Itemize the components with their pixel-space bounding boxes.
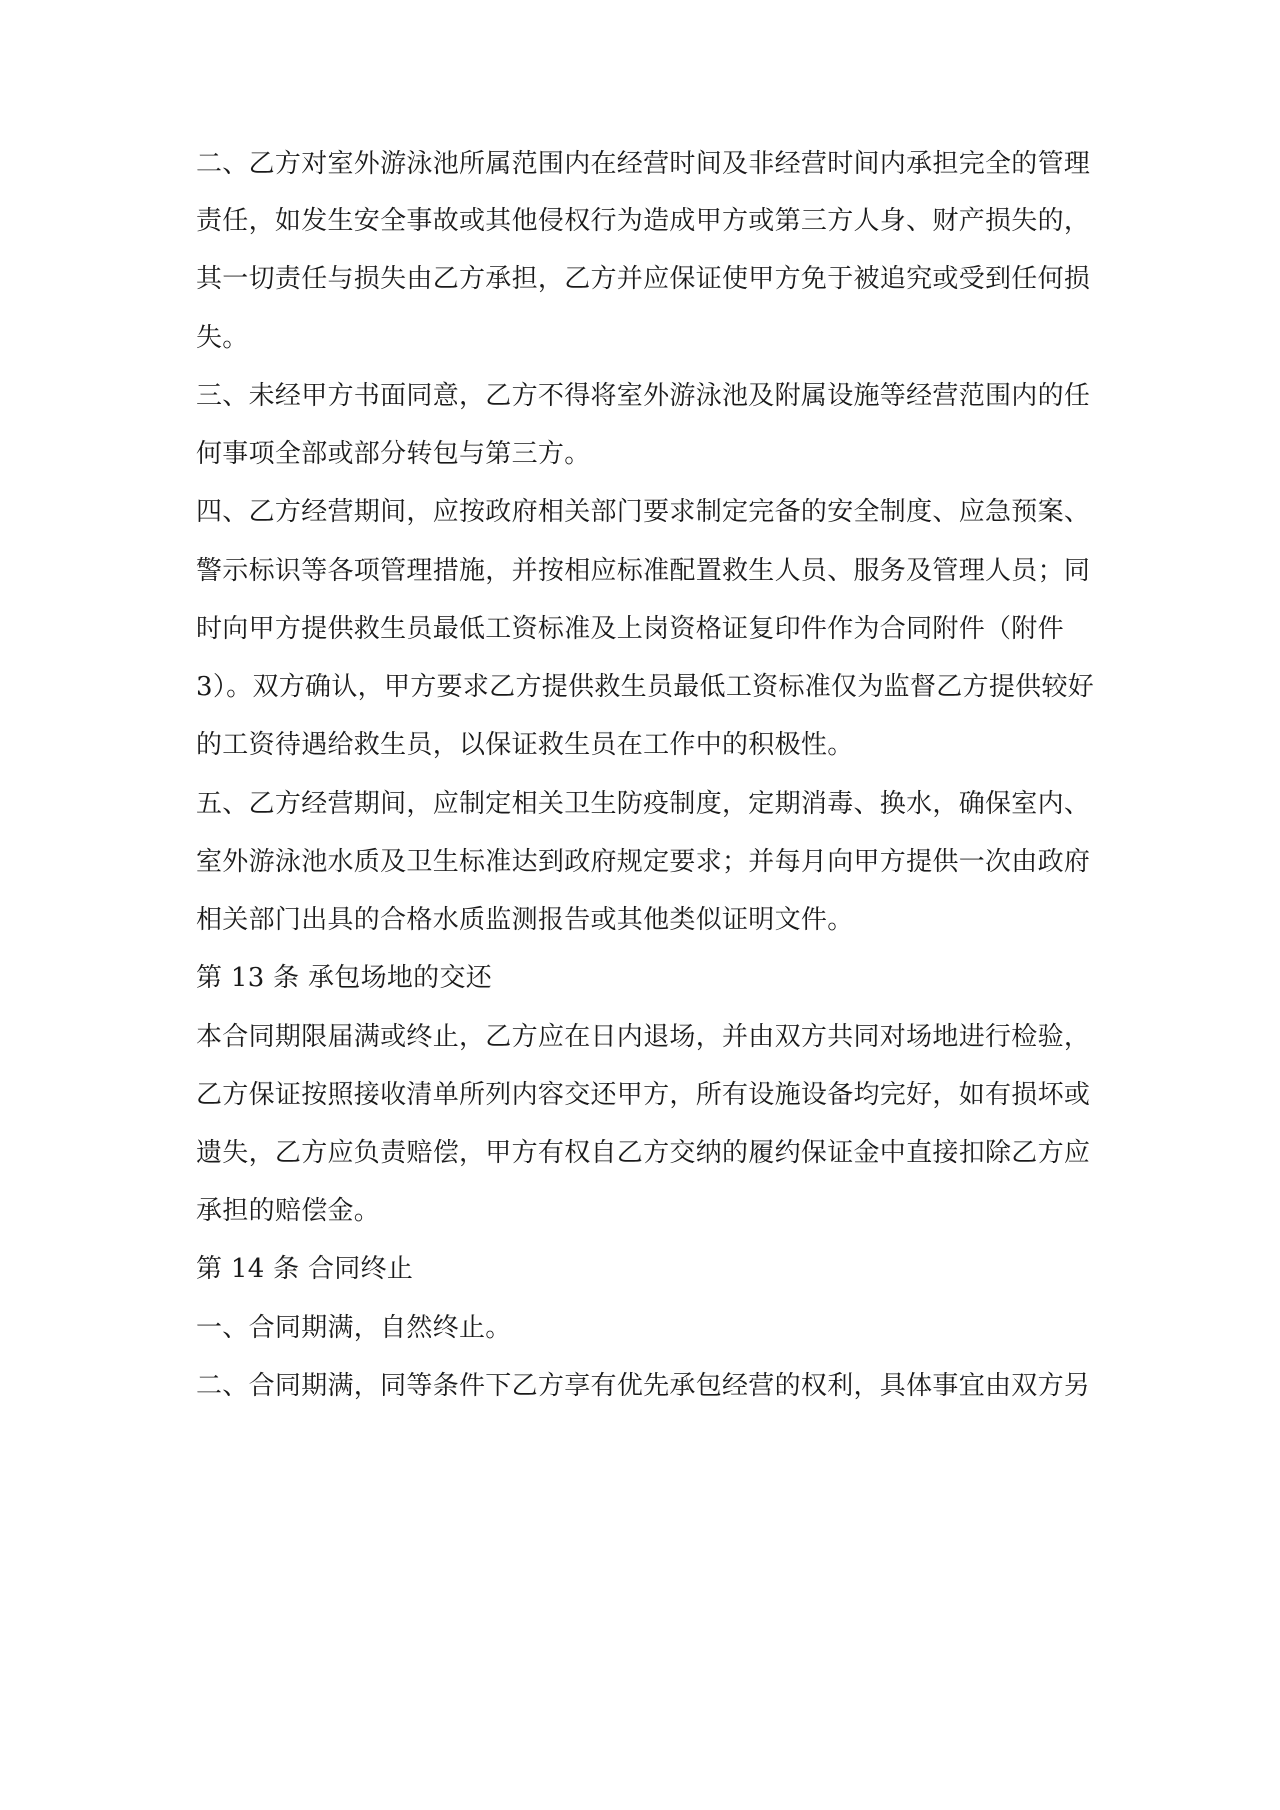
clause-12-item-4-line-4: 3）。双方确认，甲方要求乙方提供救生员最低工资标准仅为监督乙方提供较好 [196,672,1095,702]
clause-13-heading: 第 13 条 承包场地的交还 [196,963,493,993]
clause-12-item-2-line-1: 二、乙方对室外游泳池所属范围内在经营时间及非经营时间内承担完全的管理 [196,149,1091,179]
clause-12-item-5-line-2: 室外游泳池水质及卫生标准达到政府规定要求；并每月向甲方提供一次由政府 [196,847,1091,877]
clause-12-item-4-line-5: 的工资待遇给救生员，以保证救生员在工作中的积极性。 [196,730,854,760]
clause-12-item-3-line-2: 何事项全部或部分转包与第三方。 [196,439,591,469]
clause-13-body-line-4: 承担的赔偿金。 [196,1196,381,1226]
clause-13-body-line-2: 乙方保证按照接收清单所列内容交还甲方，所有设施设备均完好，如有损坏或 [196,1080,1091,1110]
clause-12-item-3-line-1: 三、未经甲方书面同意，乙方不得将室外游泳池及附属设施等经营范围内的任 [196,381,1091,411]
clause-14-heading: 第 14 条 合同终止 [196,1254,414,1284]
clause-12-item-4-line-3: 时向甲方提供救生员最低工资标准及上岗资格证复印件作为合同附件（附件 [196,614,1064,644]
clause-12-item-2-line-2: 责任，如发生安全事故或其他侵权行为造成甲方或第三方人身、财产损失的， [196,206,1091,236]
clause-12-item-2-line-4: 失。 [196,323,249,353]
clause-14-item-2-line-1: 二、合同期满，同等条件下乙方享有优先承包经营的权利，具体事宜由双方另 [196,1371,1091,1401]
clause-12-item-5-line-1: 五、乙方经营期间，应制定相关卫生防疫制度，定期消毒、换水，确保室内、 [196,789,1091,819]
clause-12-item-2-line-3: 其一切责任与损失由乙方承担，乙方并应保证使甲方免于被追究或受到任何损 [196,264,1091,294]
clause-12-item-4-line-1: 四、乙方经营期间，应按政府相关部门要求制定完备的安全制度、应急预案、 [196,497,1091,527]
clause-13-body-line-1: 本合同期限届满或终止，乙方应在日内退场，并由双方共同对场地进行检验， [196,1022,1091,1052]
clause-12-item-4-line-2: 警示标识等各项管理措施，并按相应标准配置救生人员、服务及管理人员；同 [196,556,1091,586]
clause-14-item-1: 一、合同期满，自然终止。 [196,1313,512,1343]
clause-12-item-5-line-3: 相关部门出具的合格水质监测报告或其他类似证明文件。 [196,905,854,935]
clause-13-body-line-3: 遗失，乙方应负责赔偿，甲方有权自乙方交纳的履约保证金中直接扣除乙方应 [196,1138,1091,1168]
